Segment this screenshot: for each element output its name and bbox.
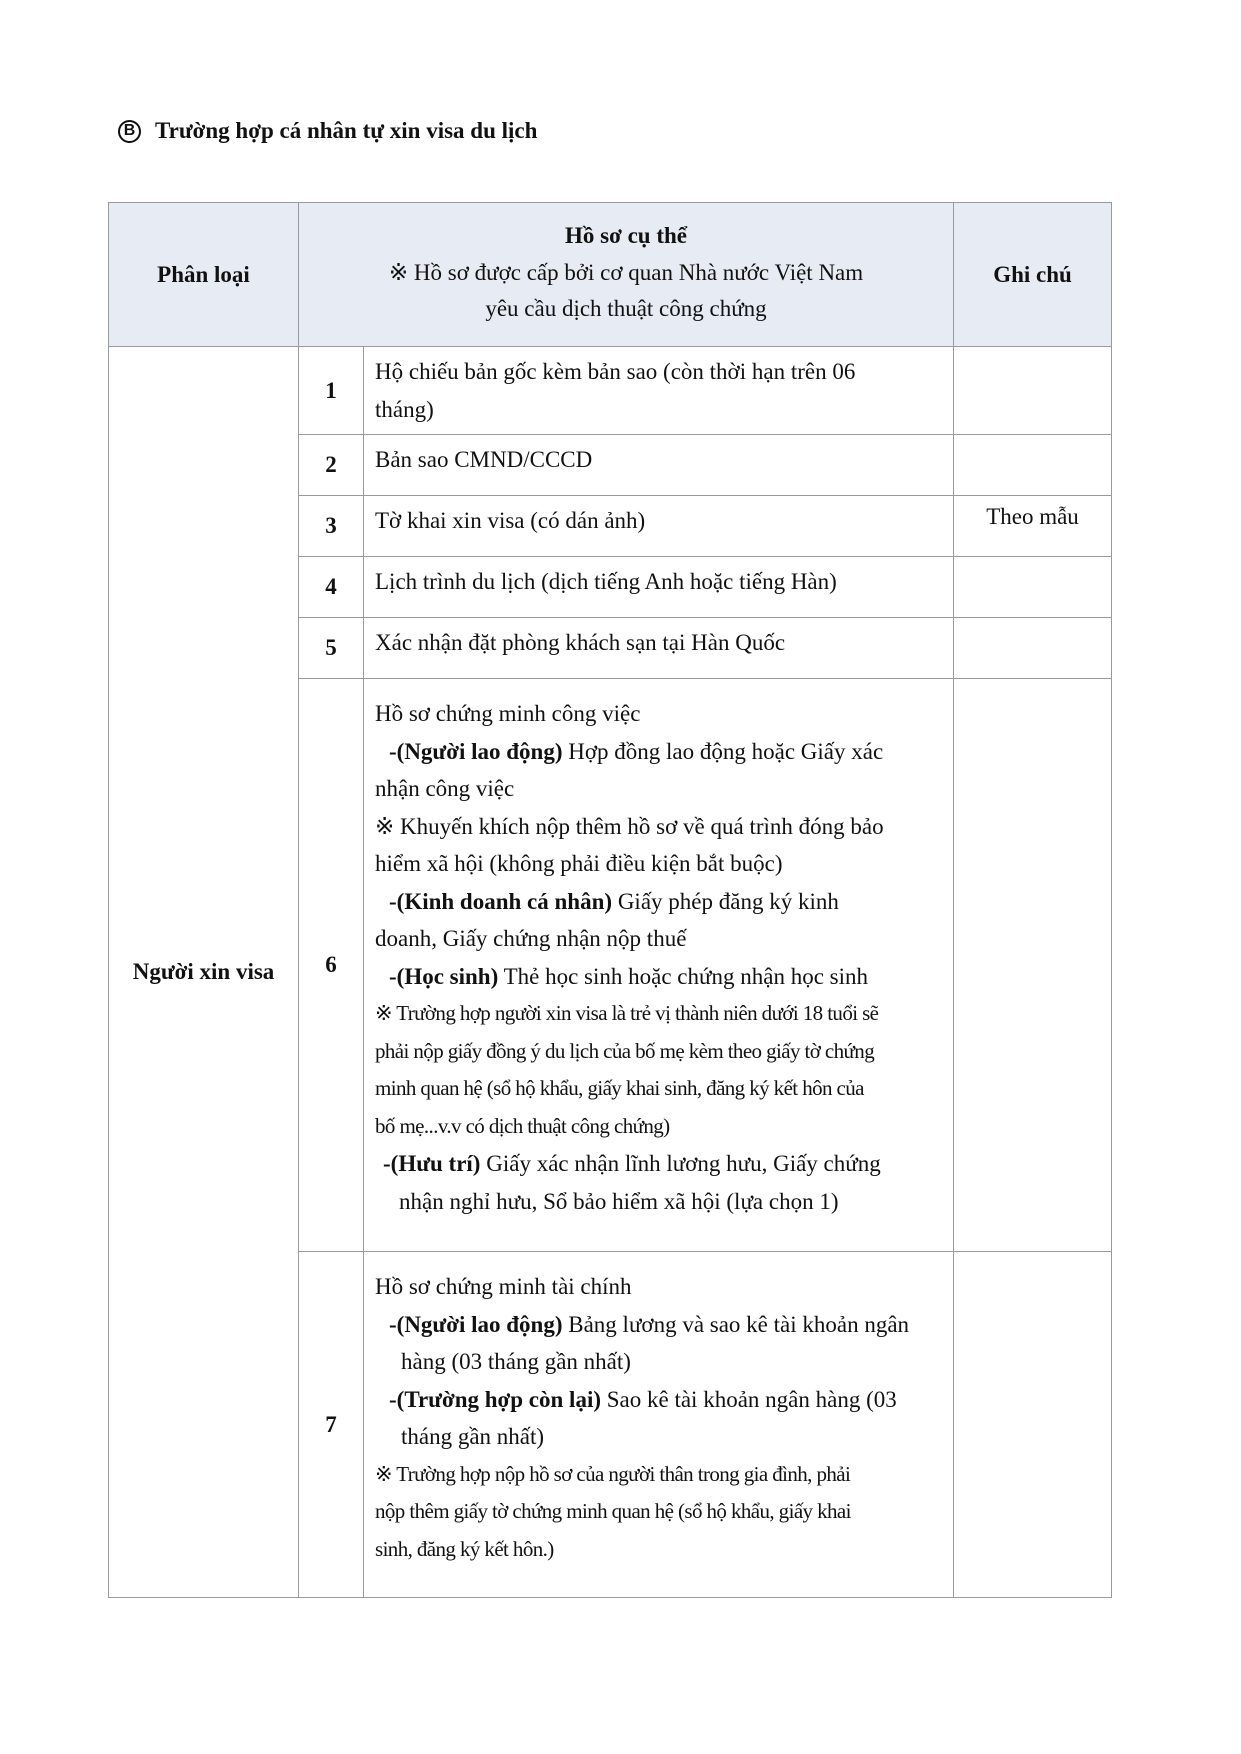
header-category: Phân loại — [109, 203, 299, 347]
row-number: 3 — [299, 496, 364, 557]
row-number: 1 — [299, 347, 364, 435]
document-line: Xác nhận đặt phòng khách sạn tại Hàn Quốc — [375, 630, 786, 655]
employee-item — [375, 1306, 943, 1344]
employee-text-cont: nhận công việc — [375, 776, 515, 801]
document-cell — [364, 435, 954, 496]
note-cell — [954, 618, 1112, 679]
minor-note-line: minh quan hệ (sổ hộ khẩu, giấy khai sinh, đăng ký kết hôn của — [375, 1076, 864, 1100]
document-line: Bản sao CMND/CCCD — [375, 447, 593, 472]
retired-text: Giấy xác nhận lĩnh lương hưu, Giấy chứng — [480, 1151, 881, 1176]
document-line: tháng) — [375, 396, 434, 422]
table-row — [109, 347, 1112, 435]
other-case-text-cont: tháng gần nhất) — [401, 1424, 545, 1449]
section-title: Trường hợp cá nhân tự xin visa du lịch — [155, 118, 538, 143]
document-cell — [364, 557, 954, 618]
note-cell — [954, 347, 1112, 435]
employee-label: -(Người lao động) — [389, 738, 563, 764]
row-number: 7 — [299, 1252, 364, 1598]
family-note-line: ※ Trường hợp nộp hồ sơ của người thân trong gia đình, phải — [375, 1461, 851, 1486]
category-value: Người xin visa — [132, 959, 275, 984]
header-documents-note-line1: ※ Hồ sơ được cấp bởi cơ quan Nhà nước Việt Nam — [388, 259, 864, 285]
document-line: Hộ chiếu bản gốc kèm bản sao (còn thời hạn trên 06 — [375, 359, 856, 384]
header-documents — [299, 203, 954, 347]
student-item — [375, 958, 943, 996]
note-cell — [954, 557, 1112, 618]
visa-documents-table — [108, 202, 1112, 1598]
insurance-note-line: ※ Khuyến khích nộp thêm hồ sơ về quá trình đóng bảo — [375, 813, 884, 839]
work-proof-title: Hồ sơ chứng minh công việc — [375, 701, 641, 726]
employee-text: Bảng lương và sao kê tài khoản ngân — [562, 1311, 910, 1337]
other-case-item — [375, 1381, 943, 1419]
student-label: -(Học sinh) — [389, 963, 499, 989]
business-text-cont: doanh, Giấy chứng nhận nộp thuế — [375, 926, 687, 951]
minor-note-line: bố mẹ...v.v có dịch thuật công chứng) — [375, 1113, 670, 1138]
header-documents-note-line2: yêu cầu dịch thuật công chứng — [485, 295, 767, 321]
document-line: Lịch trình du lịch (dịch tiếng Anh hoặc tiếng Hàn) — [375, 569, 837, 594]
header-notes: Ghi chú — [954, 203, 1112, 347]
document-cell — [364, 347, 954, 435]
circled-b-marker: B — [118, 120, 141, 143]
minor-note-line: ※ Trường hợp người xin visa là trẻ vị thành niên dưới 18 tuổi sẽ — [375, 1001, 879, 1025]
insurance-note-line: hiểm xã hội (không phải điều kiện bắt buộc) — [375, 851, 783, 876]
row-number: 2 — [299, 435, 364, 496]
other-case-text: Sao kê tài khoản ngân hàng (03 — [601, 1386, 897, 1412]
retired-label: -(Hưu trí) — [383, 1151, 481, 1176]
employee-item — [375, 733, 943, 771]
other-case-label: -(Trường hợp còn lại) — [389, 1386, 601, 1412]
family-note-line: nộp thêm giấy tờ chứng minh quan hệ (sổ hộ khẩu, giấy khai — [375, 1499, 851, 1523]
document-cell — [364, 496, 954, 557]
header-documents-title: Hồ sơ cụ thể — [565, 222, 687, 248]
retired-item — [375, 1145, 943, 1183]
document-cell — [364, 618, 954, 679]
retired-text-cont: nhận nghỉ hưu, Sổ bảo hiểm xã hội (lựa chọn 1) — [399, 1188, 839, 1214]
note-cell: Theo mẫu — [954, 496, 1112, 557]
finance-proof-title: Hồ sơ chứng minh tài chính — [375, 1274, 632, 1299]
student-text: Thẻ học sinh hoặc chứng nhận học sinh — [498, 963, 868, 989]
table-header-row — [109, 203, 1112, 347]
note-cell — [954, 1252, 1112, 1598]
section-heading — [118, 118, 537, 144]
note-cell — [954, 679, 1112, 1252]
document-cell — [364, 679, 954, 1252]
row-number: 4 — [299, 557, 364, 618]
document-cell — [364, 1252, 954, 1598]
row-number: 5 — [299, 618, 364, 679]
minor-note-line: phải nộp giấy đồng ý du lịch của bố mẹ kèm theo giấy tờ chứng — [375, 1038, 875, 1063]
note-cell — [954, 435, 1112, 496]
row-number: 6 — [299, 679, 364, 1252]
business-label: -(Kinh doanh cá nhân) — [389, 888, 613, 914]
employee-text: Hợp đồng lao động hoặc Giấy xác — [562, 738, 884, 764]
business-text: Giấy phép đăng ký kinh — [612, 888, 839, 914]
employee-label: -(Người lao động) — [389, 1311, 563, 1337]
business-item — [375, 883, 943, 921]
category-cell — [109, 347, 299, 1598]
document-line: Tờ khai xin visa (có dán ảnh) — [375, 508, 646, 533]
employee-text-cont: hàng (03 tháng gần nhất) — [401, 1349, 631, 1374]
family-note-line: sinh, đăng ký kết hôn.) — [375, 1536, 554, 1561]
